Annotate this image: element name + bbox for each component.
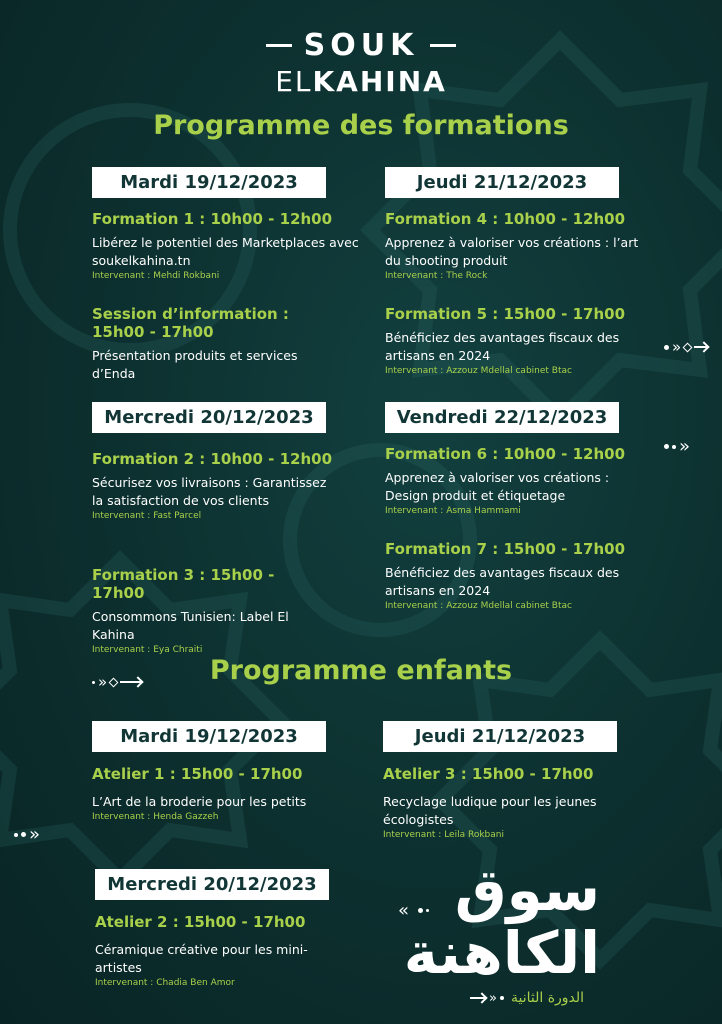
session-speaker: Intervenant : Eya Chraiti: [92, 645, 203, 655]
session-formation-2: [92, 450, 337, 522]
session-speaker: Intervenant : Azzouz Mdellal cabinet Btac: [385, 366, 572, 376]
day-box-vendredi: Vendredi 22/12/2023: [385, 402, 619, 433]
session-description: Apprenez à valoriser vos créations : Design produit et étiquetage: [385, 470, 610, 503]
section-title-enfants: Programme enfants: [209, 655, 513, 686]
decorative-arrows: [664, 436, 690, 457]
session-title: Formation 2 : 10h00 - 12h00: [92, 450, 333, 468]
day-box-jeudi: Jeudi 21/12/2023: [385, 167, 619, 198]
session-title: Formation 6 : 10h00 - 12h00: [385, 445, 626, 463]
session-speaker: Intervenant : Mehdi Rokbani: [92, 271, 220, 281]
session-atelier-2: [95, 913, 325, 989]
session-title: Atelier 1 : 15h00 - 17h00: [92, 765, 303, 783]
arrow-icon: [694, 346, 708, 348]
session-description: Céramique créative pour les mini-artistes: [95, 942, 308, 975]
session-formation-5: [385, 305, 625, 377]
session-description: Recyclage ludique pour les jeunes écologistes: [383, 794, 597, 827]
session-title: Formation 1 : 10h00 - 12h00: [92, 210, 333, 228]
dot-icon: [664, 345, 669, 350]
double-chevron-icon: »: [98, 673, 108, 691]
day-box-enfants-jeudi: Jeudi 21/12/2023: [383, 721, 617, 752]
session-speaker: Intervenant : Leila Rokbani: [383, 830, 504, 840]
logo-word-kahina: KAHINA: [312, 65, 447, 98]
session-speaker: Intervenant : Chadia Ben Amor: [95, 978, 235, 988]
session-title: Formation 3 : 15h00 - 17h00: [92, 566, 275, 602]
session-speaker: Intervenant : Azzouz Mdellal cabinet Btac: [385, 601, 572, 611]
session-title: Atelier 2 : 15h00 - 17h00: [95, 913, 306, 931]
decorative-arrows: [664, 338, 708, 356]
session-speaker: Intervenant : Asma Hammami: [385, 506, 521, 516]
diamond-icon: [109, 677, 119, 687]
session-atelier-3: [383, 765, 633, 841]
session-title: Atelier 3 : 15h00 - 17h00: [383, 765, 594, 783]
logo-word-el: EL: [275, 65, 313, 98]
double-chevron-icon: »: [679, 436, 691, 457]
session-title: Formation 5 : 15h00 - 17h00: [385, 305, 626, 323]
diamond-icon: [683, 342, 693, 352]
session-title: Session d’information : 15h00 - 17h00: [92, 305, 289, 341]
session-formation-6: [385, 445, 655, 517]
session-description: Présentation produits et services d’Enda: [92, 348, 298, 381]
session-formation-7: [385, 540, 625, 612]
day-box-mardi: Mardi 19/12/2023: [92, 167, 326, 198]
session-speaker: Intervenant : Henda Gazzeh: [92, 812, 219, 822]
dot-icon: [672, 445, 676, 449]
double-chevron-left-icon: «: [398, 900, 410, 921]
session-description: Bénéficiez des avantages fiscaux des artisans en 2024: [385, 330, 620, 363]
decorative-arrows: [14, 824, 40, 845]
dot-icon: [14, 833, 18, 837]
session-speaker: Intervenant : Fast Parcel: [92, 511, 202, 521]
souk-el-kahina-logo: [0, 28, 722, 98]
arrow-icon: [120, 681, 142, 683]
session-title: Formation 4 : 10h00 - 12h00: [385, 210, 626, 228]
session-description: Apprenez à valoriser vos créations : l’art du shooting produit: [385, 235, 639, 268]
session-formation-3: [92, 566, 322, 656]
session-atelier-1: [92, 765, 342, 823]
double-chevron-icon: »: [29, 824, 41, 845]
dot-icon: [500, 996, 504, 1000]
logo-word-souk: SOUK: [303, 28, 419, 63]
session-title: Formation 7 : 15h00 - 17h00: [385, 540, 626, 558]
dot-icon: [21, 832, 26, 837]
session-description: L’Art de la broderie pour les petits: [92, 794, 307, 809]
day-box-enfants-mercredi: Mercredi 20/12/2023: [95, 869, 329, 900]
session-formation-1: [92, 210, 362, 282]
session-description: Bénéficiez des avantages fiscaux des artisans en 2024: [385, 565, 620, 598]
logo-dash-left: [266, 44, 292, 47]
section-title-formations: Programme des formations: [153, 110, 569, 141]
double-chevron-icon: »: [672, 338, 682, 356]
arabic-logo-line2: الكاهنة: [403, 919, 600, 987]
arabic-edition-line: [470, 990, 584, 1006]
arabic-logo-line1: سوق: [454, 856, 600, 924]
dot-icon: [664, 444, 669, 449]
arrow-icon: [470, 997, 486, 999]
day-box-enfants-mardi: Mardi 19/12/2023: [92, 721, 326, 752]
day-box-mercredi: Mercredi 20/12/2023: [92, 402, 326, 433]
session-description: Consommons Tunisien: Label El Kahina: [92, 609, 289, 642]
logo-dash-right: [430, 44, 456, 47]
session-description: Sécurisez vos livraisons : Garantissez la satisfaction de vos clients: [92, 475, 327, 508]
dot-icon: [92, 681, 95, 684]
session-speaker: Intervenant : The Rock: [385, 271, 488, 281]
session-formation-4: [385, 210, 645, 282]
double-chevron-icon: »: [489, 990, 497, 1006]
session-information: [92, 305, 322, 383]
arabic-edition-text: الدورة الثانية: [510, 990, 585, 1006]
session-description: Libérez le potentiel des Marketplaces avec soukelkahina.tn: [92, 235, 359, 268]
decorative-arrows: [92, 673, 142, 691]
arabic-logo: [385, 856, 600, 987]
